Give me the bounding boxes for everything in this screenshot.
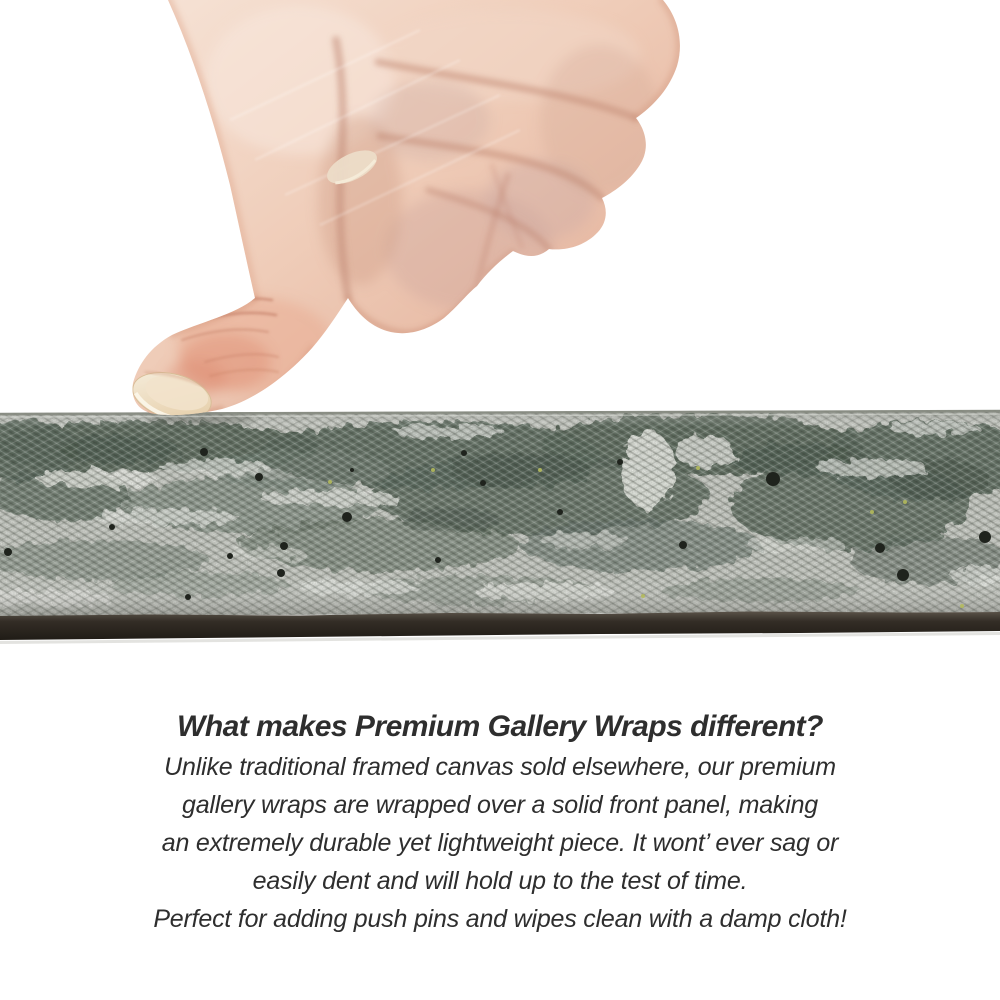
- body-line-4: easily dent and will hold up to the test of time.: [252, 867, 748, 895]
- body-line-2: gallery wraps are wrapped over a solid front panel, making: [182, 791, 818, 819]
- body-line-5: Perfect for adding push pins and wipes clean with a damp cloth!: [153, 905, 847, 933]
- hand-photo: [128, 0, 680, 427]
- heading: What makes Premium Gallery Wraps different?: [177, 710, 823, 743]
- body-line-3: an extremely durable yet lightweight piece. It wont’ ever sag or: [161, 829, 839, 857]
- thumb-contact-shadow: [145, 413, 255, 425]
- canvas-edge-photo: [0, 408, 1000, 644]
- text-block: [0, 706, 1000, 938]
- body-line-1: Unlike traditional framed canvas sold elsewhere, our premium: [164, 753, 836, 781]
